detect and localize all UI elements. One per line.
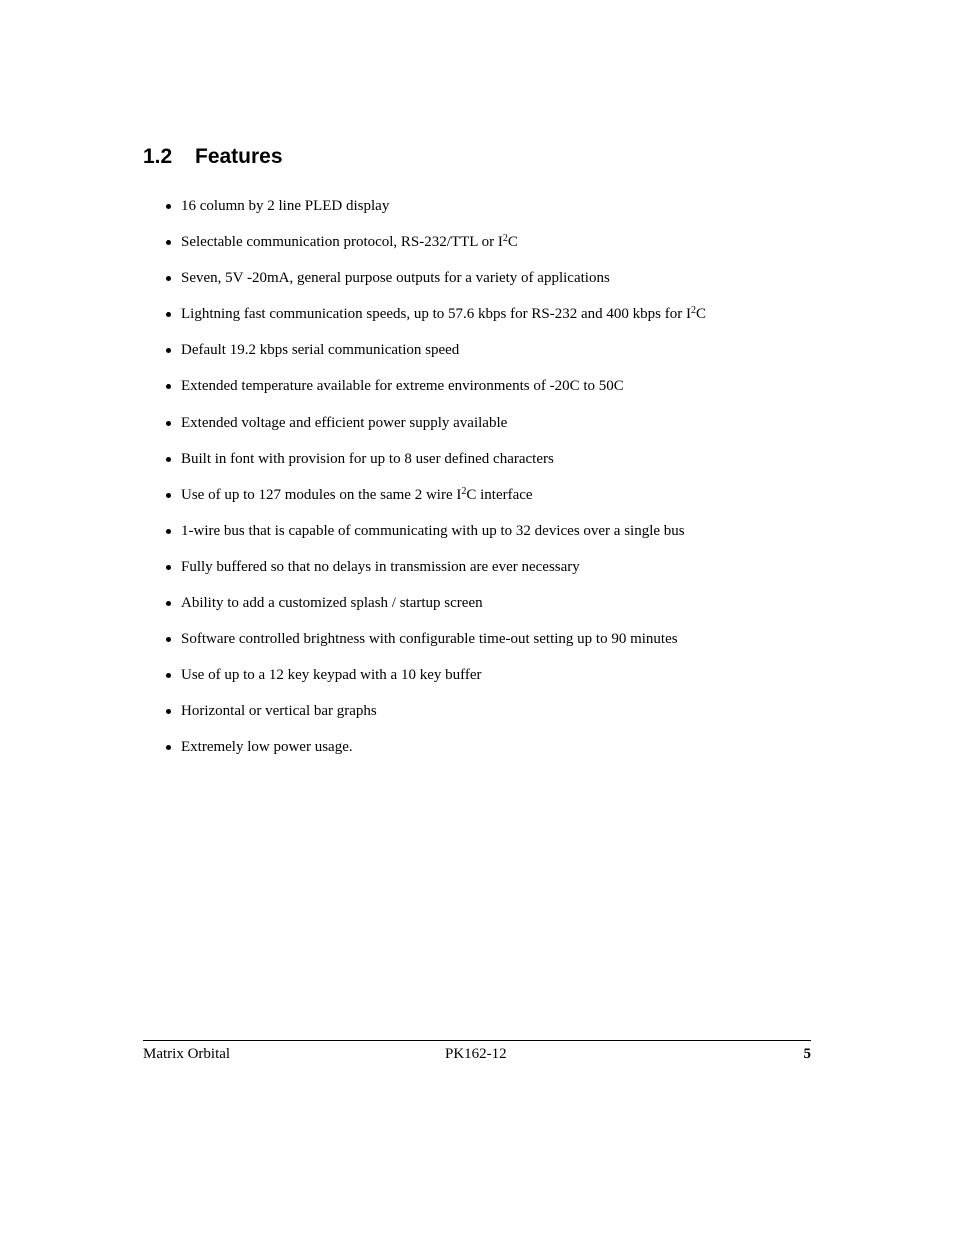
feature-item [166,663,866,699]
feature-text: Extended voltage and efficient power supply available [181,414,508,431]
bullet-icon [166,457,171,462]
bullet-icon [166,204,171,209]
bullet-icon [166,312,171,317]
bullet-icon [166,529,171,534]
feature-text: Default 19.2 kbps serial communication speed [181,342,460,359]
feature-text: Selectable communication protocol, RS-232/TTL or $I^2C$ [181,233,518,251]
feature-item [166,555,866,591]
section-heading [143,143,283,171]
feature-item [166,374,866,410]
feature-text: Extremely low power usage. [181,739,353,756]
bullet-icon [166,240,171,245]
bullet-icon [166,421,171,426]
bullet-icon [166,673,171,678]
feature-text: Built in font with provision for up to 8 user defined characters [181,450,554,467]
bullet-icon [166,276,171,281]
feature-text: Extended temperature available for extreme environments of -20C to 50C [181,378,624,395]
feature-text: Use of up to 127 modules on the same 2 wire $I^2C$ interface [181,485,533,503]
page-footer [143,1043,811,1065]
feature-item [166,519,866,555]
feature-text: 16 column by 2 line PLED display [181,198,390,214]
section-number: 1.2 [143,145,173,168]
bullet-icon [166,601,171,606]
feature-item [166,483,866,519]
feature-item [166,411,866,447]
feature-text: Software controlled brightness with configurable time-out setting up to 90 minutes [181,631,678,648]
feature-item [166,735,866,771]
superscript: 2 [461,485,467,497]
feature-text: Seven, 5V -20mA, general purpose outputs for a variety of applications [181,270,610,287]
superscript: 2 [502,233,508,245]
superscript: 2 [690,305,696,317]
feature-text: Lightning fast communication speeds, up to 57.6 kbps for RS-232 and 400 kbps for $I^2C$ [181,305,706,323]
bullet-icon [166,493,171,498]
bullet-icon [166,565,171,570]
footer-page-number: 5 [803,1046,811,1062]
feature-item [166,699,866,735]
footer-divider [143,1040,811,1041]
feature-item [166,302,866,338]
bullet-icon [166,745,171,750]
feature-text: Horizontal or vertical bar graphs [181,703,377,720]
bullet-icon [166,348,171,353]
section-title: Features [195,145,283,168]
feature-item [166,338,866,374]
feature-text: Fully buffered so that no delays in transmission are ever necessary [181,558,580,575]
bullet-icon [166,709,171,714]
feature-item [166,266,866,302]
features-list [166,194,866,772]
feature-item [166,194,866,230]
feature-text: Ability to add a customized splash / startup screen [181,595,483,612]
feature-item [166,591,866,627]
bullet-icon [166,637,171,642]
feature-item [166,230,866,266]
footer-model: PK162-12 [445,1046,507,1062]
bullet-icon [166,384,171,389]
feature-item [166,627,866,663]
footer-company: Matrix Orbital [143,1046,231,1062]
feature-text: Use of up to a 12 key keypad with a 10 key buffer [181,667,482,684]
feature-item [166,447,866,483]
feature-text: 1-wire bus that is capable of communicating with up to 32 devices over a single bus [181,522,685,539]
